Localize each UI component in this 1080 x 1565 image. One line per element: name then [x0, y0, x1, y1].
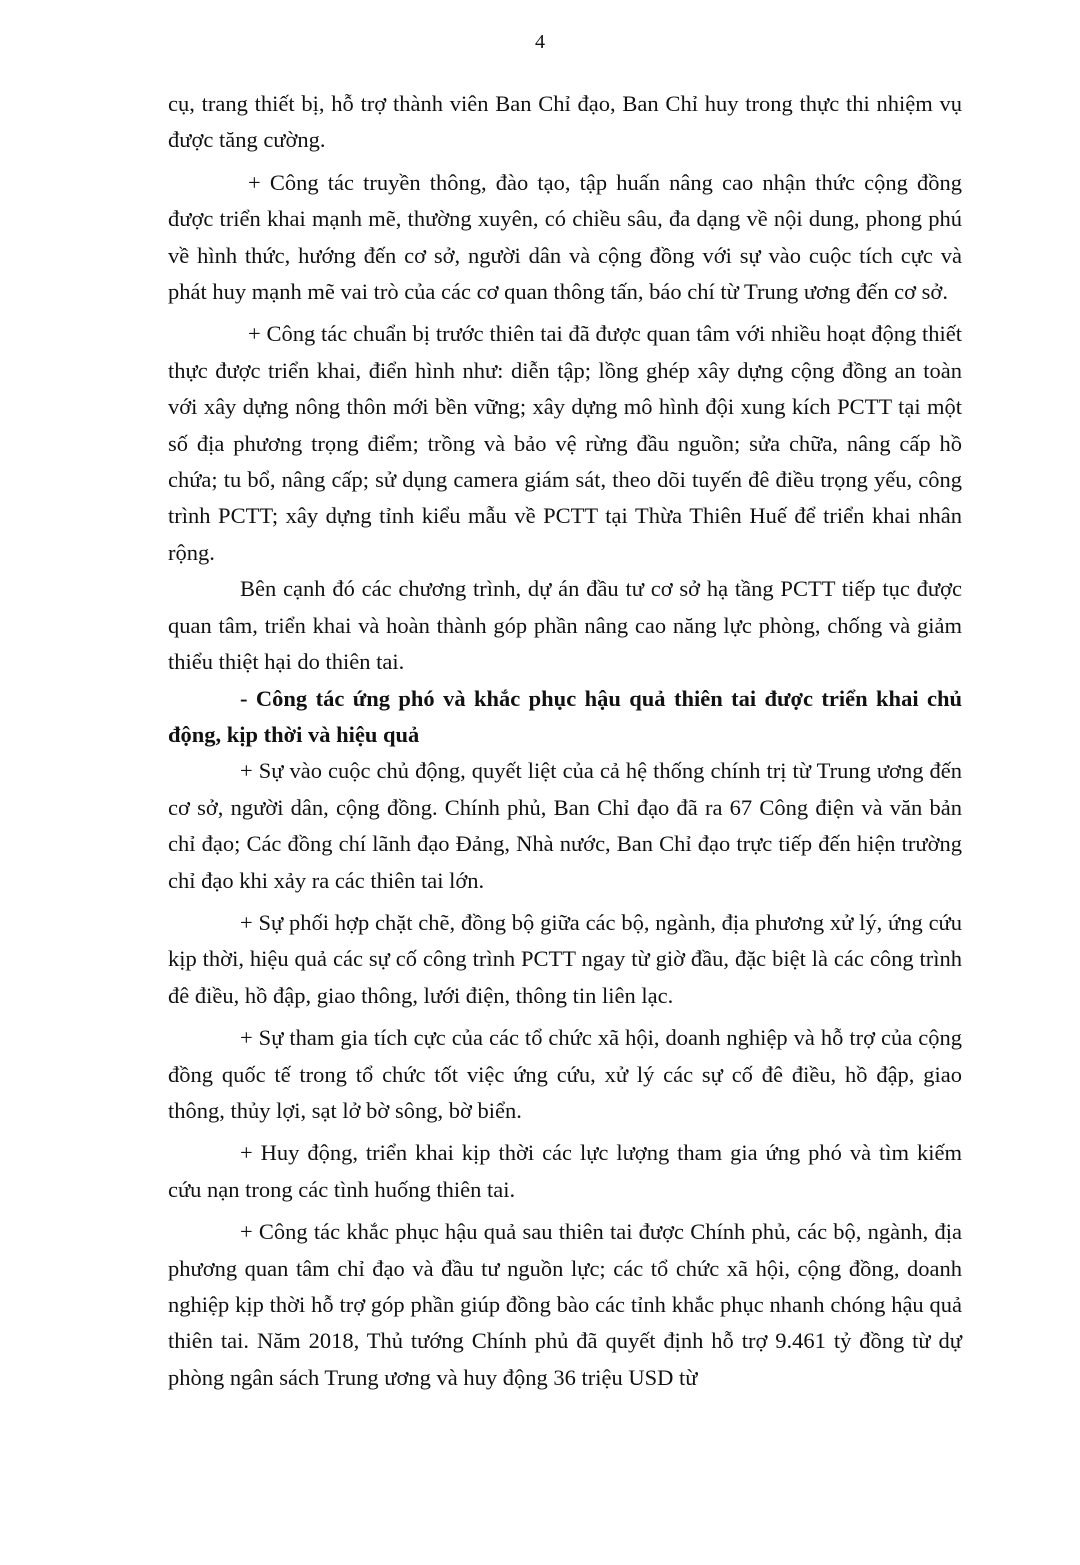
paragraph-preparation: + Công tác chuẩn bị trước thiên tai đã được quan tâm với nhiều hoạt động thiết thực được triển khai, điển hình như: diễn tập; lồng ghép xây dựng cộng đồng an toàn với xây dựng nông thôn mới bền vững; xây dựng mô hình đội xung kích PCTT tại một số địa phương trọng điểm; trồng và bảo vệ rừng đầu nguồn; sửa chữa, nâng cấp hồ chứa; tu bổ, nâng cấp; sử dụng camera giám sát, theo dõi tuyến đê điều trọng yếu, công trình PCTT; xây dựng tỉnh kiểu mẫu về PCTT tại Thừa Thiên Huế để triển khai nhân rộng.	[168, 321, 962, 565]
paragraph-social-participation: + Sự tham gia tích cực của các tổ chức xã hội, doanh nghiệp và hỗ trợ của cộng đồng quốc tế trong tổ chức tốt việc ứng cứu, xử lý các sự cố đê điều, hồ đập, giao thông, thủy lợi, sạt lở bờ sông, bờ biển.	[168, 1025, 962, 1123]
paragraph-political-system: + Sự vào cuộc chủ động, quyết liệt của cả hệ thống chính trị từ Trung ương đến cơ sở, người dân, cộng đồng. Chính phủ, Ban Chỉ đạo đã ra 67 Công điện và văn bản chỉ đạo; Các đồng chí lãnh đạo Đảng, Nhà nước, Ban Chỉ đạo trực tiếp đến hiện trường chỉ đạo khi xảy ra các thiên tai lớn.	[168, 758, 962, 893]
paragraph-coordination: + Sự phối hợp chặt chẽ, đồng bộ giữa các bộ, ngành, địa phương xử lý, ứng cứu kịp thời, hiệu quả các sự cố công trình PCTT ngay từ giờ đầu, đặc biệt là các công trình đê điều, hồ đập, giao thông, lưới điện, thông tin liên lạc.	[168, 909, 962, 1008]
paragraph-recovery: + Công tác khắc phục hậu quả sau thiên tai được Chính phủ, các bộ, ngành, địa phương quan tâm chỉ đạo và đầu tư nguồn lực; các tổ chức xã hội, cộng đồng, doanh nghiệp kịp thời hỗ trợ góp phần giúp đồng bào các tỉnh khắc phục nhanh chóng hậu quả thiên tai. Năm 2018, Thủ tướng Chính phủ đã quyết định hỗ trợ 9.461 tỷ đồng từ dự phòng ngân sách Trung ương và huy động 36 triệu USD từ	[168, 1219, 962, 1390]
paragraph-continuation: cụ, trang thiết bị, hỗ trợ thành viên Ban Chỉ đạo, Ban Chỉ huy trong thực thi nhiệm vụ được tăng cường.	[168, 91, 962, 153]
section-heading-response: - Công tác ứng phó và khắc phục hậu quả thiên tai được triển khai chủ động, kịp thời và hiệu quả	[168, 685, 962, 747]
paragraph-mobilization: + Huy động, triển khai kịp thời các lực lượng tham gia ứng phó và tìm kiếm cứu nạn trong các tình huống thiên tai.	[168, 1140, 962, 1202]
paragraph-infrastructure: Bên cạnh đó các chương trình, dự án đầu tư cơ sở hạ tầng PCTT tiếp tục được quan tâm, triển khai và hoàn thành góp phần nâng cao năng lực phòng, chống và giảm thiểu thiệt hại do thiên tai.	[168, 576, 962, 675]
paragraph-communication: + Công tác truyền thông, đào tạo, tập huấn nâng cao nhận thức cộng đồng được triển khai mạnh mẽ, thường xuyên, có chiều sâu, đa dạng về nội dung, phong phú về hình thức, hướng đến cơ sở, người dân và cộng đồng với sự vào cuộc tích cực và phát huy mạnh mẽ vai trò của các cơ quan thông tấn, báo chí từ Trung ương đến cơ sở.	[168, 169, 962, 305]
page-number: 4	[535, 31, 545, 53]
body-text	[168, 86, 962, 1396]
